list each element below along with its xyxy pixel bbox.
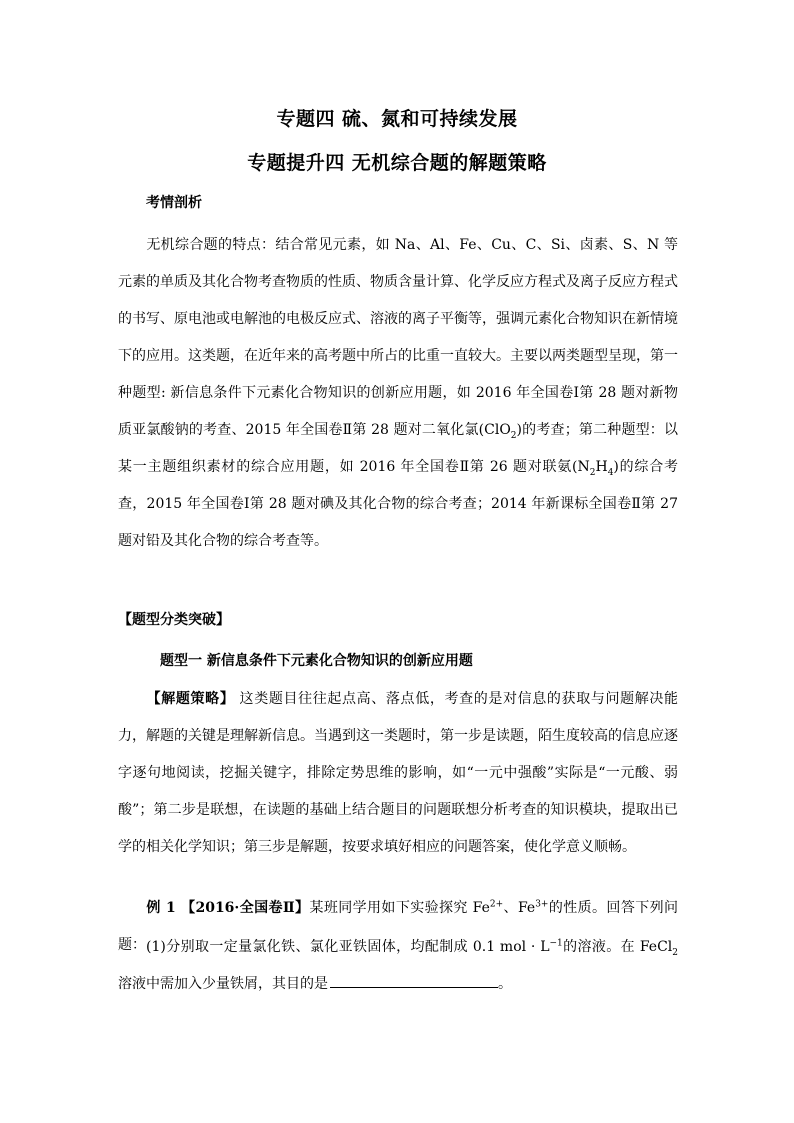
fe3-charge: 3+ — [535, 899, 549, 910]
example1-source: 【2016·全国卷Ⅱ】 — [175, 900, 310, 916]
intro-paragraph — [118, 227, 678, 560]
q1-unit-exponent: −1 — [549, 938, 563, 949]
clo2-base: ClO — [484, 422, 511, 438]
question1-paragraph — [118, 929, 678, 1003]
main-title: 专题四 硫、氮和可持续发展 — [276, 108, 518, 130]
n2h4-sub1: 2 — [589, 467, 596, 478]
sub-title: 专题提升四 无机综合题的解题策略 — [247, 152, 547, 174]
q1-text-b: 的溶液。在 FeCl — [562, 939, 673, 955]
n2h4-sub2: 4 — [607, 467, 614, 478]
q1-end: 。 — [498, 976, 512, 992]
fe2-charge: 2+ — [489, 899, 504, 910]
q1-text-a: (1)分别取一定量氯化铁、氯化亚铁固体，均配制成 0.1 mol · L — [146, 939, 550, 955]
example1-text-a: 某班同学用如下实验探究 Fe — [309, 900, 490, 916]
strategy-label: 【解题策略】 — [146, 691, 235, 707]
intro-text-3: )的综合考查，2015 年全国卷Ⅰ第 28 题对碘及其化合物的综合考查；2014 年新课标全国卷Ⅱ第 27 题对铅及其化合物的综合考查等。 — [118, 459, 678, 549]
example1-text-b: 、Fe — [503, 900, 536, 916]
section-heading-fenlei: 【题型分类突破】 — [118, 612, 230, 628]
section-heading-kaoqing: 考情剖析 — [146, 195, 202, 211]
clo2-subscript: 2 — [510, 430, 517, 441]
strategy-paragraph — [118, 681, 678, 866]
answer-blank[interactable] — [330, 973, 498, 988]
q1-text-c: 溶液中需加入少量铁屑，其目的是 — [118, 976, 328, 992]
fecl2-subscript: 2 — [672, 947, 678, 958]
clo2-formula — [484, 422, 517, 441]
n2h4-h: H — [595, 459, 608, 475]
example1-label: 例 1 — [146, 900, 176, 916]
n2h4-formula — [577, 459, 614, 478]
intro-text-1: 无机综合题的特点：结合常见元素，如 Na、Al、Fe、Cu、C、Si、卤素、S、N 等元素的单质及其化合物考查物质的性质、物质含量计算、化学反应方程式及离子反应方程式的书写、原电池或电解池的电极反应式、溶液的离子平衡等，强调元素化合物知识在新情境下的应用。这类题，在近年来的高考题中所占的比重一直较大。主要以两类题型呈现，第一种题型: 新信息条件下元素化合物知识的创新应用题，如 2016 年全国卷Ⅰ第 28 题对新物质亚氯酸钠的考查、2015 年全国卷Ⅱ第 28 题对二氧化氯( — [118, 237, 678, 438]
strategy-text: 这类题目往往起点高、落点低，考查的是对信息的获取与问题解决能力，解题的关键是理解新信息。当遇到这一类题时，第一步是读题，陌生度较高的信息应逐字逐句地阅读，挖掘关键字，排除定势思维的影响，如“一元中强酸”实际是“一元酸、弱酸”；第二步是联想，在读题的基础上结合题目的问题联想分析考查的知识模块，提取出已学的相关化学知识；第三步是解题，按要求填好相应的问题答案，使化学意义顺畅。 — [118, 691, 679, 855]
type1-heading: 题型一 新信息条件下元素化合物知识的创新应用题 — [160, 653, 473, 669]
n2h4-n: N — [577, 459, 590, 475]
intro-text-2: )的考查；第二种题型：以某一主题组织素材的综合应用题，如 2016 年全国卷Ⅱ第 26 题对联氨( — [118, 422, 678, 475]
example1-text-c: 的性质。回答下列问题： — [118, 900, 679, 953]
